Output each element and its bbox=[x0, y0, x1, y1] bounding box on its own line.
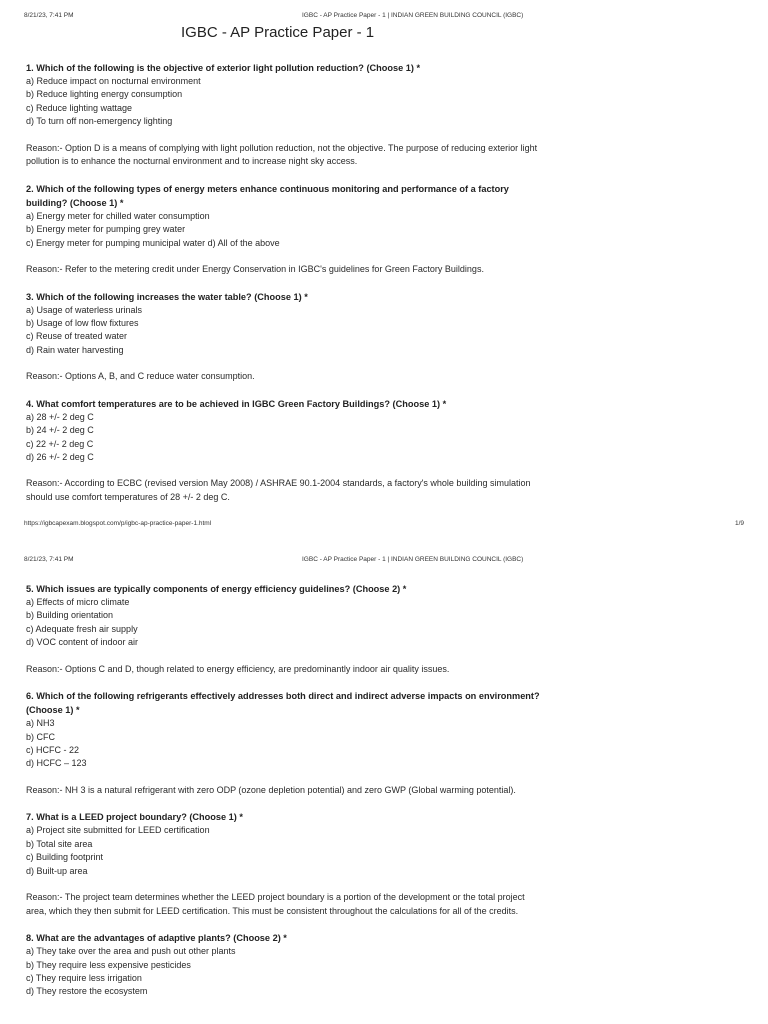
question-5 bbox=[26, 582, 546, 676]
question-text: 8. What are the advantages of adaptive plants? (Choose 2) * bbox=[26, 933, 287, 944]
question-text: 5. Which issues are typically components of energy efficiency guidelines? (Choose 2) * bbox=[26, 584, 407, 594]
print-url[interactable]: https://igbcapexam.blogspot.com/p/igbc-ap-practice-paper-1.html bbox=[24, 520, 212, 527]
option: a) Reduce impact on nocturnal environment bbox=[26, 76, 201, 86]
page2-content bbox=[26, 582, 546, 999]
page-title: IGBC - AP Practice Paper - 1 bbox=[181, 24, 375, 41]
question-text: 3. Which of the following increases the water table? (Choose 1) * bbox=[26, 291, 308, 302]
question-text: 1. Which of the following is the objective of exterior light pollution reduction? (Choose 1) * bbox=[26, 63, 421, 73]
print-doc-title: IGBC - AP Practice Paper - 1 | INDIAN GREEN BUILDING COUNCIL (IGBC) bbox=[302, 12, 524, 19]
option: a) Energy meter for chilled water consumption bbox=[26, 210, 210, 221]
question-3 bbox=[26, 290, 546, 384]
reason-text: Reason:- Options C and D, though related to energy efficiency, are predominantly indoor air quality issues. bbox=[26, 663, 450, 674]
option: b) Usage of low flow fixtures bbox=[26, 318, 139, 329]
option-list bbox=[26, 304, 546, 358]
option: a) Project site submitted for LEED certification bbox=[26, 825, 210, 836]
option: a) 28 +/- 2 deg C bbox=[26, 411, 94, 422]
option: d) Built-up area bbox=[26, 865, 88, 876]
option: c) Reduce lighting wattage bbox=[26, 102, 133, 113]
option-list bbox=[26, 717, 546, 771]
print-date: 8/21/23, 7:41 PM bbox=[24, 556, 74, 563]
option: d) HCFC – 123 bbox=[26, 758, 87, 769]
option: b) Total site area bbox=[26, 838, 93, 849]
option: c) Adequate fresh air supply bbox=[26, 623, 138, 634]
option: b) Reduce lighting energy consumption bbox=[26, 89, 183, 100]
option-list bbox=[26, 824, 546, 878]
question-8 bbox=[26, 931, 546, 999]
option: a) NH3 bbox=[26, 718, 55, 729]
option-list bbox=[26, 945, 546, 999]
option: c) Energy meter for pumping municipal water d) All of the above bbox=[26, 237, 280, 248]
option-list bbox=[26, 411, 546, 465]
option: c) HCFC - 22 bbox=[26, 745, 80, 756]
option-list bbox=[26, 210, 546, 250]
page1-content bbox=[26, 61, 546, 518]
option: a) Usage of waterless urinals bbox=[26, 304, 143, 315]
reason-text: Reason:- Option D is a means of complying with light pollution reduction, not the objective. The purpose of reducing exterior light pollution is to enhance the nocturnal environment and to increase night sky access. bbox=[26, 142, 538, 167]
option-list bbox=[26, 75, 546, 129]
option: d) They restore the ecosystem bbox=[26, 986, 148, 997]
reason-text: Reason:- Options A, B, and C reduce water consumption. bbox=[26, 371, 255, 382]
print-doc-title: IGBC - AP Practice Paper - 1 | INDIAN GREEN BUILDING COUNCIL (IGBC) bbox=[302, 556, 524, 563]
option: d) 26 +/- 2 deg C bbox=[26, 452, 94, 463]
option: c) They require less irrigation bbox=[26, 973, 142, 984]
reason-text: Reason:- According to ECBC (revised version May 2008) / ASHRAE 90.1-2004 standards, a factory's whole building simulation should use comfort temperatures of 28 +/- 2 deg C. bbox=[26, 478, 531, 503]
reason-text: Reason:- Refer to the metering credit under Energy Conservation in IGBC's guidelines for Green Factory Buildings. bbox=[26, 264, 484, 275]
option: c) Building footprint bbox=[26, 852, 104, 863]
option: b) They require less expensive pesticides bbox=[26, 959, 191, 970]
option: c) Reuse of treated water bbox=[26, 331, 128, 342]
option: d) VOC content of indoor air bbox=[26, 637, 139, 648]
question-4 bbox=[26, 397, 546, 505]
option: d) To turn off non-emergency lighting bbox=[26, 116, 173, 127]
question-text: 6. Which of the following refrigerants effectively addresses both direct and indirect adverse impacts on environment? (Choose 1) * bbox=[26, 691, 540, 716]
option: c) 22 +/- 2 deg C bbox=[26, 438, 94, 449]
option: b) Building orientation bbox=[26, 610, 114, 621]
option: b) 24 +/- 2 deg C bbox=[26, 425, 94, 436]
option: a) They take over the area and push out other plants bbox=[26, 946, 236, 957]
option: b) CFC bbox=[26, 731, 55, 742]
page-number: 1/9 bbox=[734, 520, 744, 527]
option-list bbox=[26, 596, 546, 650]
question-7 bbox=[26, 810, 546, 918]
question-text: 7. What is a LEED project boundary? (Choose 1) * bbox=[26, 812, 243, 823]
question-text: 2. Which of the following types of energy meters enhance continuous monitoring and performance of a factory building? (Choose 1) * bbox=[26, 183, 509, 208]
option: b) Energy meter for pumping grey water bbox=[26, 224, 186, 235]
option: a) Effects of micro climate bbox=[26, 597, 130, 607]
reason-text: Reason:- The project team determines whether the LEED project boundary is a portion of the development or the total project area, which they then submit for LEED certification. This must be consistent throughout the calculations for all of the credits. bbox=[26, 892, 525, 916]
option: d) Rain water harvesting bbox=[26, 344, 124, 355]
reason-text: Reason:- NH 3 is a natural refrigerant with zero ODP (ozone depletion potential) and zero GWP (Global warming potential). bbox=[26, 784, 516, 795]
question-2 bbox=[26, 182, 546, 277]
question-1 bbox=[26, 61, 546, 169]
question-6 bbox=[26, 689, 546, 797]
question-text: 4. What comfort temperatures are to be achieved in IGBC Green Factory Buildings? (Choose 1) * bbox=[26, 398, 447, 409]
print-date: 8/21/23, 7:41 PM bbox=[24, 12, 74, 19]
